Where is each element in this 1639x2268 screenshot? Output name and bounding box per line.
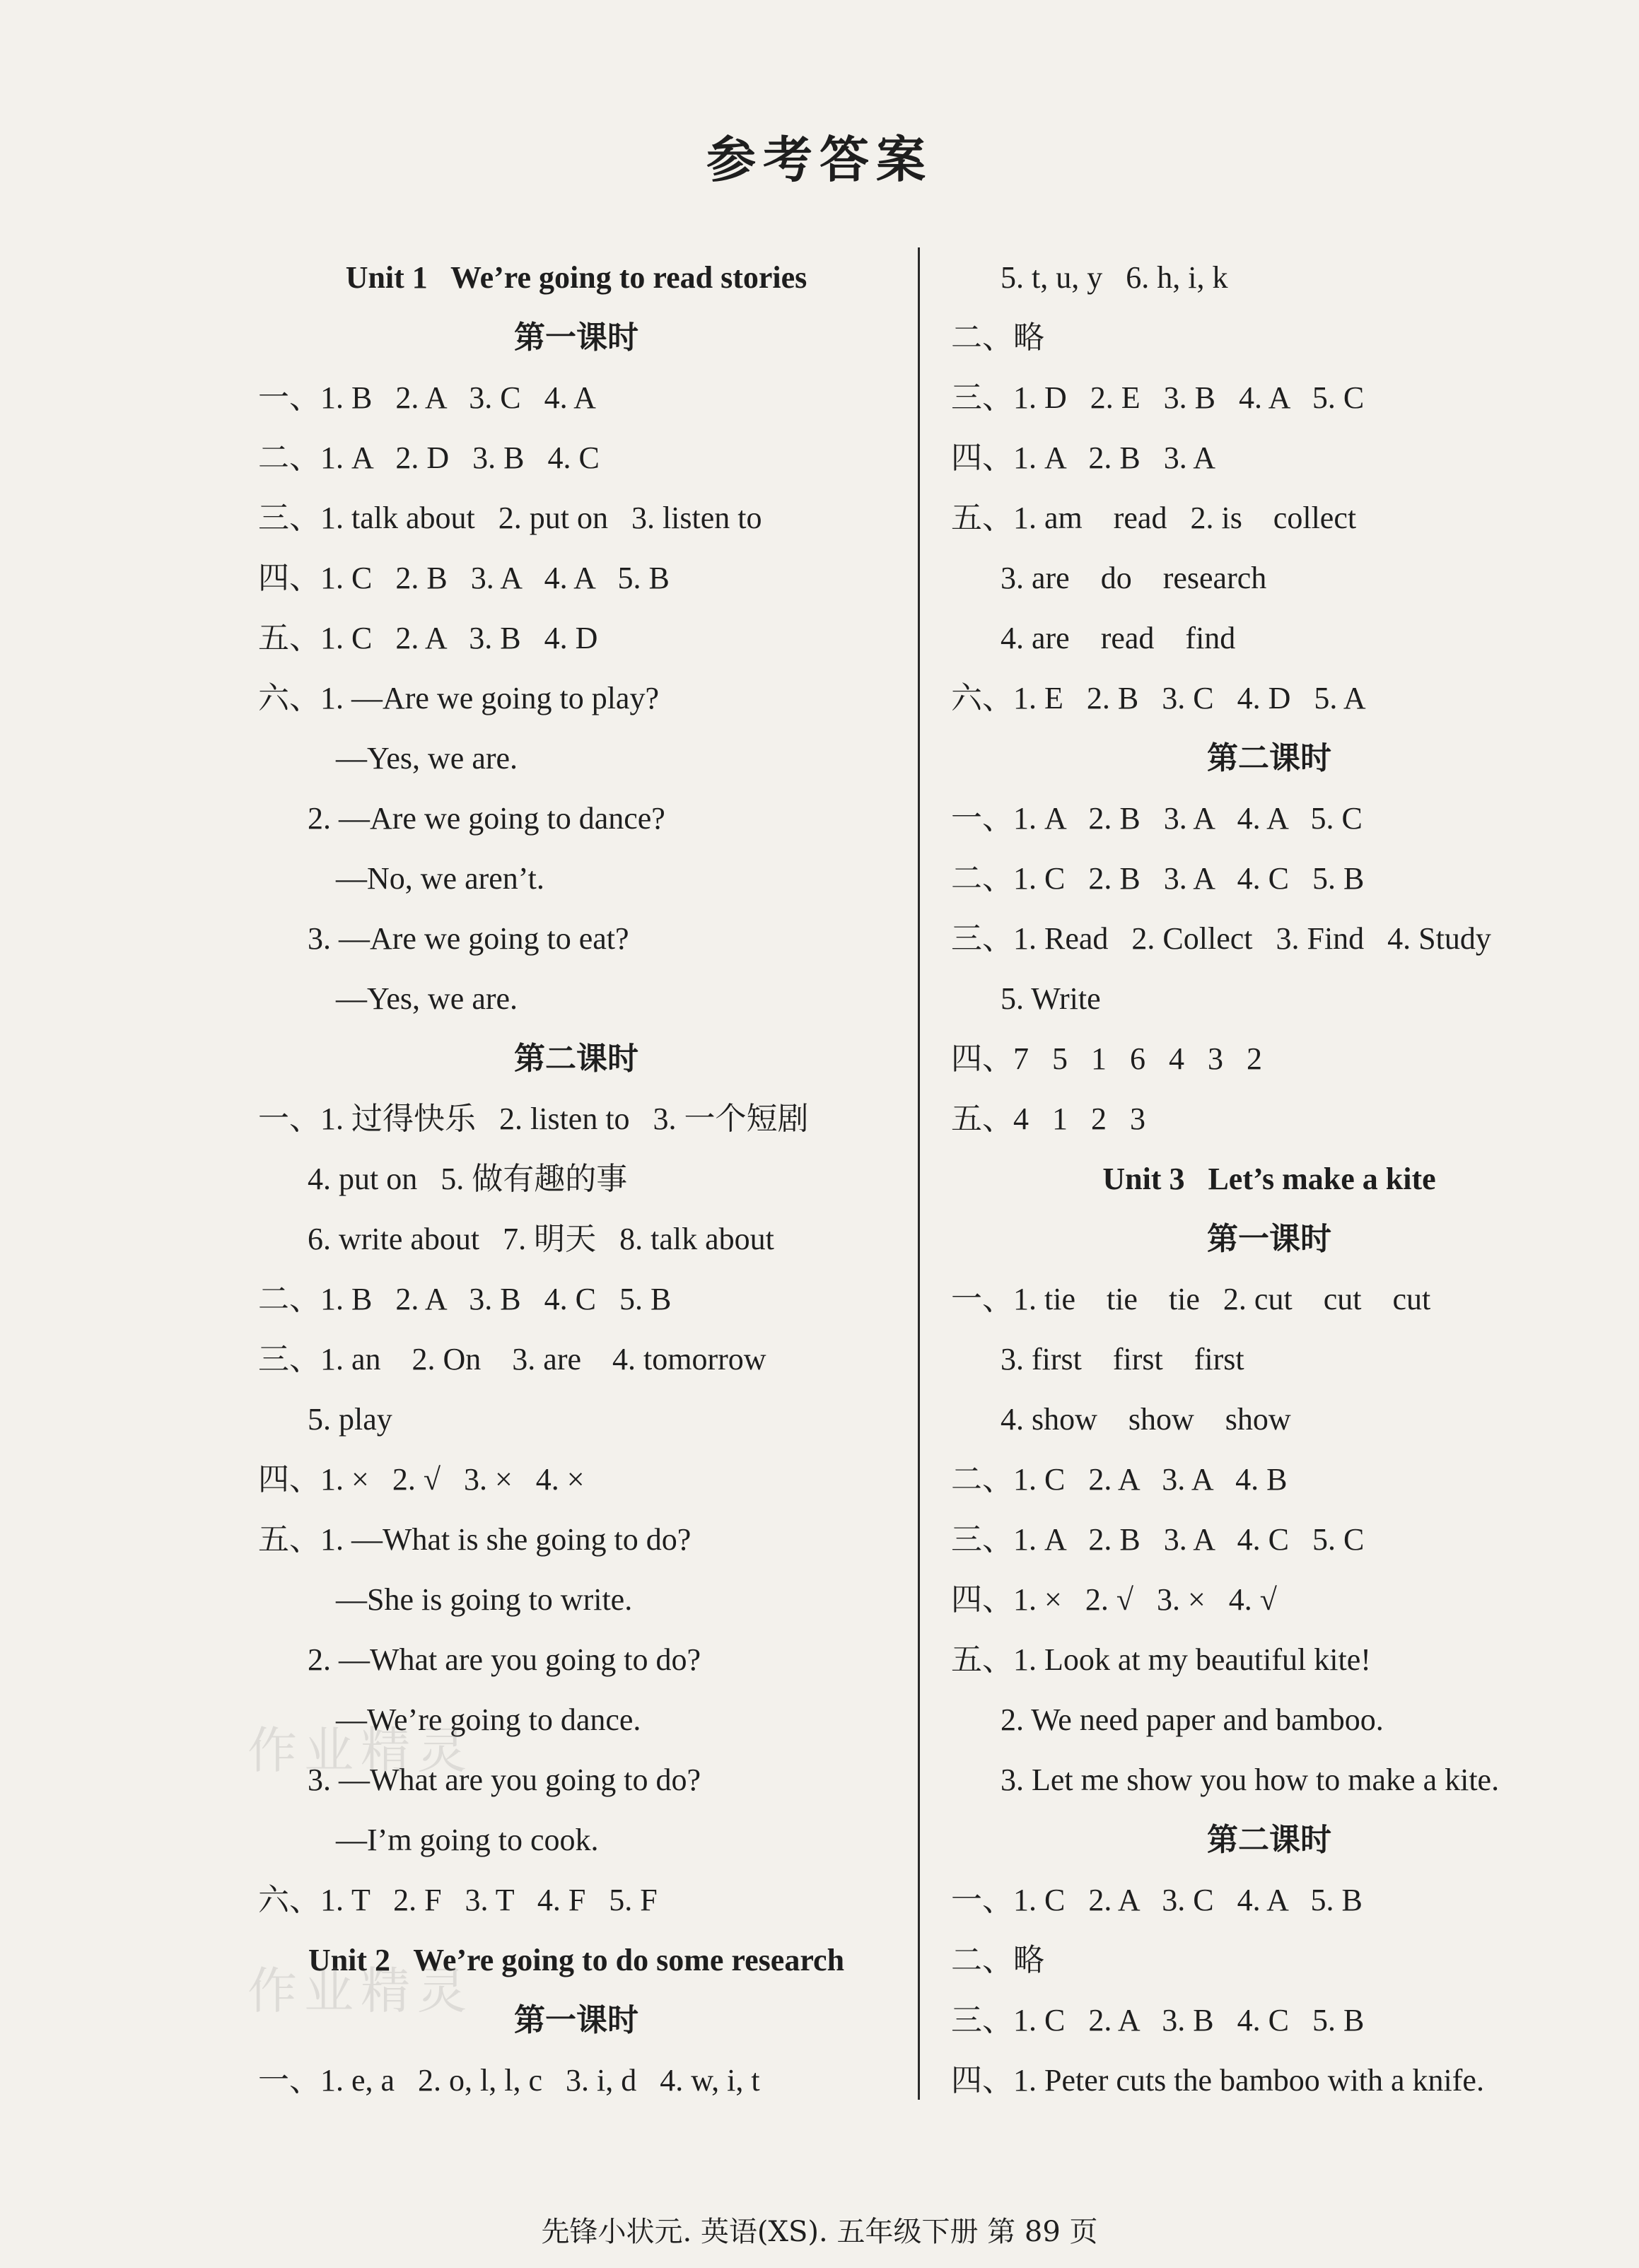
answer-line: 3. are do research: [1001, 561, 1267, 595]
answer-line: 二、略: [951, 320, 1044, 355]
answer-line: 六、1. E 2. B 3. C 4. D 5. A: [951, 681, 1366, 715]
answer-line: 三、1. C 2. A 3. B 4. C 5. B: [951, 2003, 1365, 2038]
answer-line: 4. put on 5. 做有趣的事: [308, 1162, 628, 1196]
lesson-heading: 第一课时: [514, 320, 638, 355]
lesson-heading: 第二课时: [1207, 741, 1331, 776]
answer-line: 6. write about 7. 明天 8. talk about: [308, 1222, 774, 1256]
answer-line: 三、1. talk about 2. put on 3. listen to: [258, 501, 762, 535]
answer-line: 4. are read find: [1001, 621, 1236, 655]
right-column: [951, 247, 1587, 2110]
answer-line: 四、1. × 2. √ 3. × 4. ×: [258, 1462, 585, 1497]
answer-line: 2. —What are you going to do?: [308, 1642, 701, 1677]
answer-line: 四、7 5 1 6 4 3 2: [951, 1041, 1262, 1076]
answer-line: 5. Write: [1001, 981, 1101, 1016]
answer-line: 六、1. —Are we going to play?: [258, 681, 659, 715]
answer-line: 六、1. T 2. F 3. T 4. F 5. F: [258, 1883, 658, 1917]
answer-line: 五、4 1 2 3: [951, 1101, 1145, 1136]
answer-line: —We’re going to dance.: [336, 1702, 641, 1737]
answer-line: 3. —What are you going to do?: [308, 1763, 701, 1797]
answer-line: 三、1. D 2. E 3. B 4. A 5. C: [951, 380, 1365, 415]
answer-line: 五、1. am read 2. is collect: [951, 501, 1357, 535]
answer-line: 二、略: [951, 1943, 1044, 1977]
column-divider: [918, 247, 920, 2100]
answer-line: 3. Let me show you how to make a kite.: [1001, 1763, 1500, 1797]
answer-line: 四、1. C 2. B 3. A 4. A 5. B: [258, 561, 670, 595]
watermark: 作业精灵: [247, 1722, 474, 1779]
answer-line: 四、1. Peter cuts the bamboo with a knife.: [951, 2063, 1484, 2098]
answer-line: 一、1. tie tie tie 2. cut cut cut: [951, 1282, 1431, 1316]
answer-line: 3. —Are we going to eat?: [308, 921, 629, 956]
lesson-heading: 第一课时: [1207, 1222, 1331, 1256]
left-column: [258, 247, 894, 2110]
answer-line: 二、1. A 2. D 3. B 4. C: [258, 440, 600, 475]
answer-line: 二、1. C 2. A 3. A 4. B: [951, 1462, 1288, 1497]
answer-line: —Yes, we are.: [336, 981, 518, 1016]
answer-line: 一、1. C 2. A 3. C 4. A 5. B: [951, 1883, 1363, 1917]
answer-line: 2. —Are we going to dance?: [308, 801, 665, 836]
watermark: 作业精灵: [247, 1962, 474, 2020]
answer-line: 五、1. C 2. A 3. B 4. D: [258, 621, 598, 655]
answer-line: 三、1. Read 2. Collect 3. Find 4. Study: [951, 921, 1491, 956]
answer-line: 4. show show show: [1001, 1402, 1291, 1437]
answer-line: 三、1. A 2. B 3. A 4. C 5. C: [951, 1522, 1365, 1557]
answer-line: 四、1. × 2. √ 3. × 4. √: [951, 1582, 1277, 1617]
answer-line: —She is going to write.: [336, 1582, 633, 1617]
answer-line: 一、1. A 2. B 3. A 4. A 5. C: [951, 801, 1363, 836]
answer-line: 二、1. C 2. B 3. A 4. C 5. B: [951, 861, 1365, 896]
answer-line: 2. We need paper and bamboo.: [1001, 1702, 1384, 1737]
page-title: 参考答案: [706, 130, 933, 189]
page-footer: 先锋小状元. 英语(XS). 五年级下册 第 89 页: [541, 2216, 1098, 2248]
unit-heading: Unit 3 Let’s make a kite: [1102, 1162, 1436, 1196]
answer-line: 三、1. an 2. On 3. are 4. tomorrow: [258, 1342, 766, 1376]
lesson-heading: 第二课时: [1207, 1823, 1331, 1857]
answer-line: 四、1. A 2. B 3. A: [951, 440, 1216, 475]
unit-heading: Unit 1 We’re going to read stories: [345, 260, 807, 295]
answer-line: 二、1. B 2. A 3. B 4. C 5. B: [258, 1282, 672, 1316]
lesson-heading: 第二课时: [514, 1041, 638, 1076]
answer-line: —Yes, we are.: [336, 741, 518, 776]
answer-line: —I’m going to cook.: [336, 1823, 599, 1857]
answer-line: 一、1. 过得快乐 2. listen to 3. 一个短剧: [258, 1101, 809, 1136]
unit-heading: Unit 2 We’re going to do some research: [308, 1943, 845, 1977]
answer-line: 一、1. e, a 2. o, l, l, c 3. i, d 4. w, i, t: [258, 2063, 760, 2098]
answer-line: 五、1. —What is she going to do?: [258, 1522, 692, 1557]
answer-line: 一、1. B 2. A 3. C 4. A: [258, 380, 596, 415]
lesson-heading: 第一课时: [514, 2003, 638, 2038]
answer-line: 五、1. Look at my beautiful kite!: [951, 1642, 1371, 1677]
answer-line: 5. play: [308, 1402, 392, 1437]
answer-line: 5. t, u, y 6. h, i, k: [1001, 260, 1228, 295]
answer-line: 3. first first first: [1001, 1342, 1244, 1376]
answer-line: —No, we aren’t.: [336, 861, 544, 896]
